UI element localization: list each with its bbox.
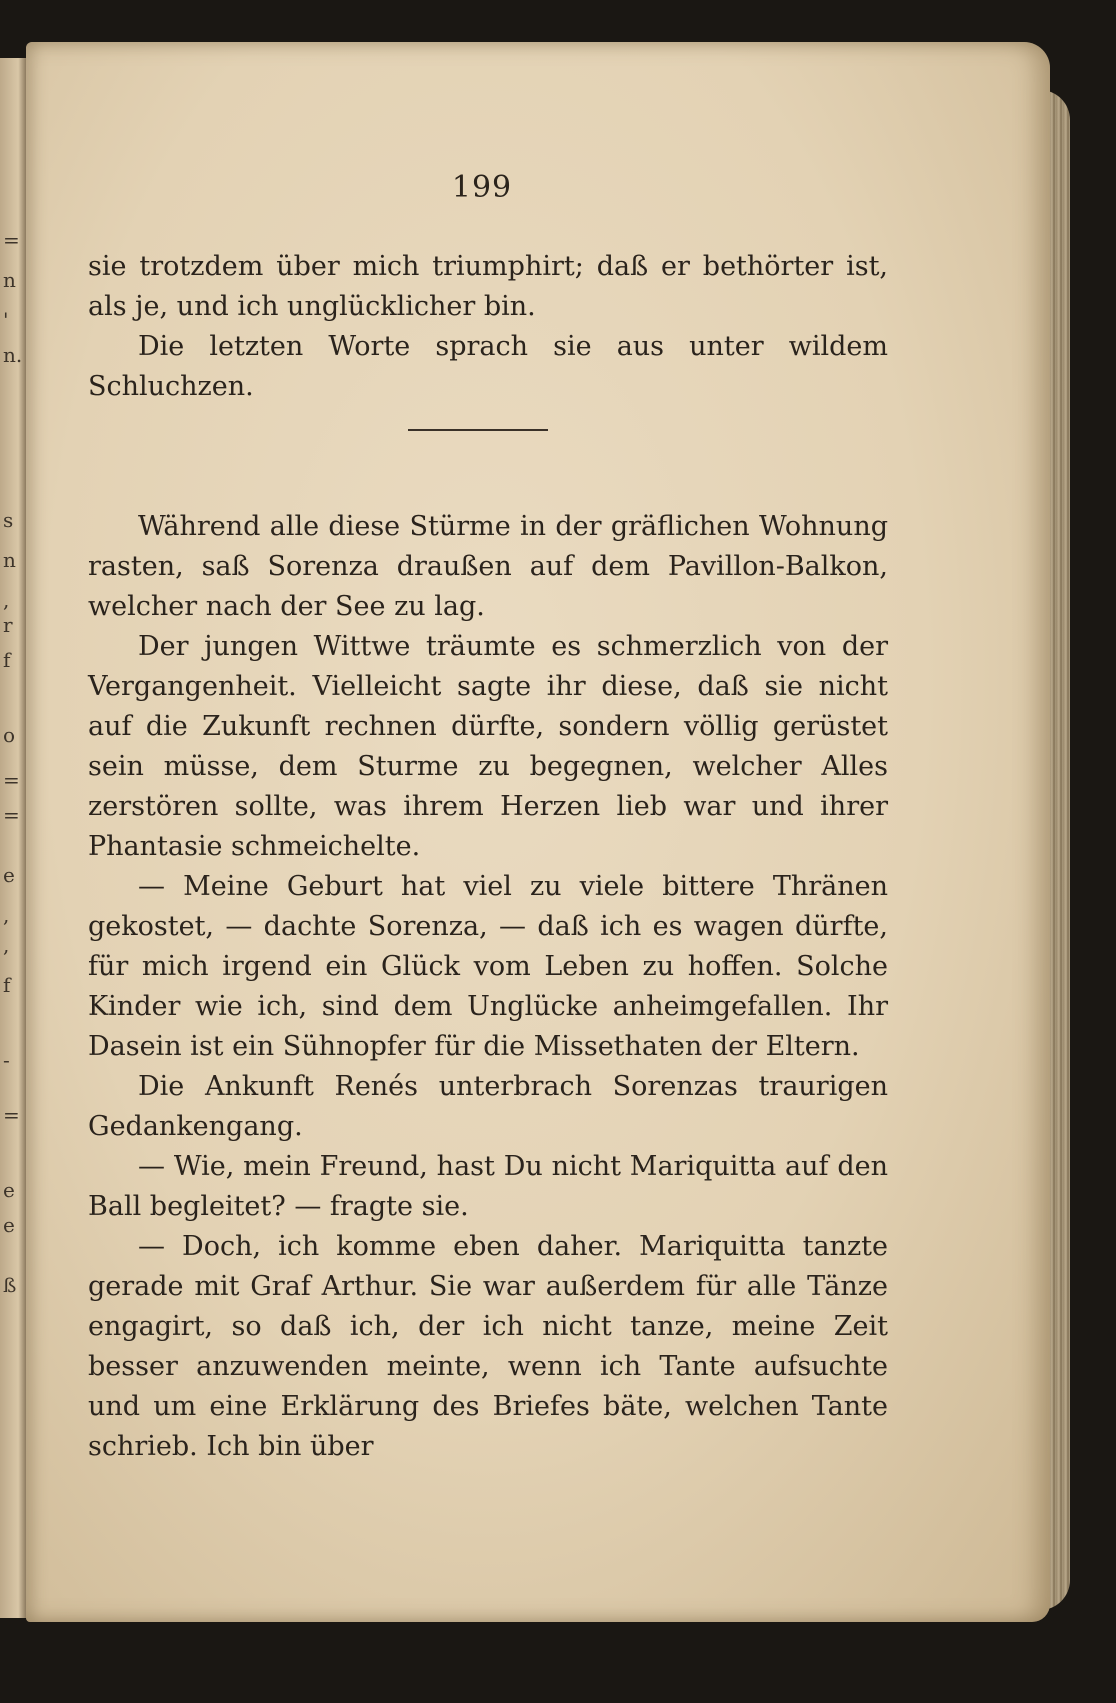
margin-fragments <box>0 58 26 1618</box>
margin-fragment: - <box>3 1048 10 1072</box>
paragraph: Die Ankunft Renés unterbrach Sorenzas traurigen Gedankengang. <box>88 1071 888 1142</box>
margin-fragment: , <box>3 933 10 957</box>
margin-fragment: e <box>3 1213 15 1237</box>
margin-fragment: ß <box>3 1273 17 1297</box>
book-page <box>26 42 1050 1622</box>
previous-page-edge <box>0 58 26 1618</box>
margin-fragment: n <box>3 268 16 292</box>
paragraph: Während alle diese Stürme in der gräflichen Wohnung rasten, saß Sorenza draußen auf dem Pavillon-Balkon, welcher nach der See zu lag. <box>88 511 888 622</box>
paragraph: — Wie, mein Freund, hast Du nicht Mariquitta auf den Ball begleitet? — fragte sie. <box>88 1151 888 1222</box>
margin-fragment: f <box>3 973 11 997</box>
margin-fragment: n <box>3 548 16 572</box>
margin-fragment: o <box>3 723 16 747</box>
margin-fragment: = <box>3 803 20 827</box>
margin-fragment: s <box>3 508 14 532</box>
paragraph: — Meine Geburt hat viel zu viele bittere Thränen gekostet, — dachte Sorenza, — daß ich es wagen dürfte, für mich irgend ein Glück vom Leben zu hoffen. Solche Kinder wie ich, sind dem Unglücke anheimgefallen. Ihr Dasein ist ein Sühnopfer für die Missethaten der Eltern. <box>88 871 888 1062</box>
paragraph: Der jungen Wittwe träumte es schmerzlich von der Vergangenheit. Vielleicht sagte ihr diese, daß sie nicht auf die Zukunft rechnen dürfte, sondern völlig gerüstet sein müsse, dem Sturme zu begegnen, welcher Alles zerstören sollte, was ihrem Herzen lieb war und ihrer Phantasie schmeichelte. <box>88 631 888 862</box>
margin-fragment: = <box>3 768 20 792</box>
margin-fragment: , <box>3 588 10 612</box>
paragraph: Die letzten Worte sprach sie aus unter wildem Schluchzen. <box>88 331 888 402</box>
page-number: 199 <box>451 170 513 205</box>
margin-fragment: = <box>3 1103 20 1127</box>
section-divider <box>408 429 548 431</box>
margin-fragment: e <box>3 863 15 887</box>
paragraph: — Doch, ich komme eben daher. Mariquitta tanzte gerade mit Graf Arthur. Sie war außerdem für alle Tänze engagirt, so daß ich, der ich nicht tanze, meine Zeit besser anzuwenden meinte, wenn ich Tante aufsuchte und um eine Erklärung des Briefes bäte, welchen Tante schrieb. Ich bin über <box>88 1231 888 1462</box>
margin-fragment: e <box>3 1178 15 1202</box>
margin-fragment: = <box>3 228 20 252</box>
margin-fragment: r <box>3 613 13 637</box>
paragraph: sie trotzdem über mich triumphirt; daß er bethörter ist, als je, und ich unglücklicher bin. <box>88 251 888 322</box>
margin-fragment: , <box>3 903 10 927</box>
margin-fragment: n. <box>3 343 23 367</box>
page-body <box>88 247 888 1467</box>
section-one <box>88 247 888 407</box>
margin-fragment: f <box>3 648 11 672</box>
margin-fragment: ' <box>3 308 9 332</box>
section-two <box>88 507 888 1467</box>
